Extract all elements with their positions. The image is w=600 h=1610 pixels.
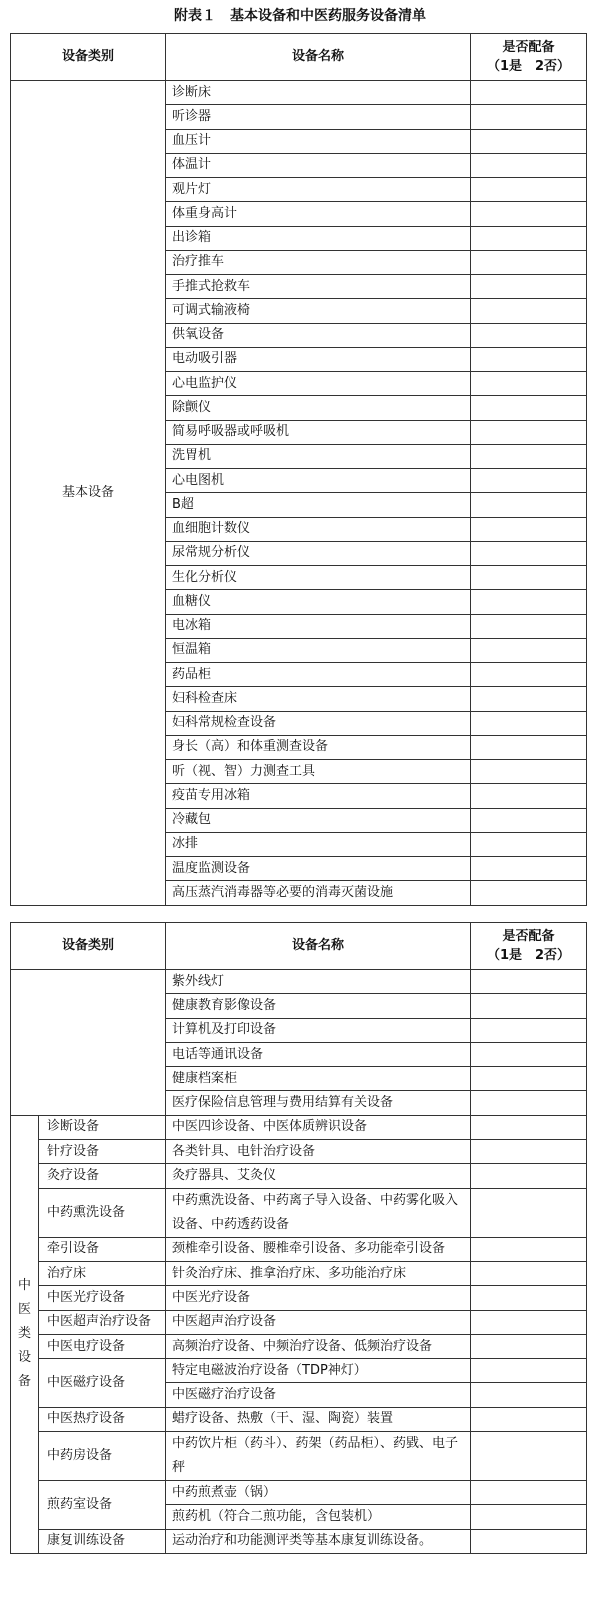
equipped-cell[interactable]: [471, 760, 587, 784]
equipped-cell[interactable]: [471, 372, 587, 396]
equipped-cell[interactable]: [471, 784, 587, 808]
equipped-cell[interactable]: [471, 178, 587, 202]
tcm-category-cell: [11, 1115, 39, 1553]
table-header-row: [11, 923, 587, 970]
equipment-table-part1: [10, 33, 587, 906]
tcm-category-char: 类: [17, 1326, 31, 1342]
equipment-name-cell: 治疗推车: [166, 250, 471, 274]
equipment-name-cell: 特定电磁波治疗设备（TDP神灯）: [166, 1359, 471, 1383]
table-row: [11, 1407, 587, 1431]
equipped-cell[interactable]: [471, 663, 587, 687]
equipment-name-cell: 体重身高计: [166, 202, 471, 226]
equipment-name-cell: 听诊器: [166, 105, 471, 129]
equipped-cell[interactable]: [471, 250, 587, 274]
header-equipped-line2: （1是 2否）: [486, 948, 571, 963]
table-row: [11, 1261, 587, 1285]
header-equipped-line2: （1是 2否）: [486, 59, 571, 74]
page-title: 附表１ 基本设备和中医药服务设备清单: [174, 8, 426, 24]
equipped-cell[interactable]: [471, 1481, 587, 1505]
equipment-name-cell: 生化分析仪: [166, 566, 471, 590]
equipped-cell[interactable]: [471, 1237, 587, 1261]
equipment-name-cell: 各类针具、电针治疗设备: [166, 1140, 471, 1164]
equipped-cell[interactable]: [471, 81, 587, 105]
equipped-cell[interactable]: [471, 1383, 587, 1407]
equipment-name-cell: 简易呼吸器或呼吸机: [166, 420, 471, 444]
equipped-cell[interactable]: [471, 590, 587, 614]
equipment-name-cell: 心电监护仪: [166, 372, 471, 396]
subcategory-cell: 中药房设备: [39, 1432, 166, 1481]
header-name: 设备名称: [166, 34, 471, 81]
equipped-cell[interactable]: [471, 323, 587, 347]
equipped-cell[interactable]: [471, 129, 587, 153]
equipment-name-cell: 针灸治疗床、推拿治疗床、多功能治疗床: [166, 1261, 471, 1285]
equipment-name-cell: 健康档案柜: [166, 1067, 471, 1091]
subcategory-cell: 中药熏洗设备: [39, 1188, 166, 1237]
equipped-cell[interactable]: [471, 832, 587, 856]
equipment-name-cell: 中药煎煮壶（锅）: [166, 1481, 471, 1505]
header-equipped-line1: 是否配备: [502, 929, 555, 944]
equipped-cell[interactable]: [471, 1529, 587, 1553]
table-row: [11, 1164, 587, 1188]
equipped-cell[interactable]: [471, 614, 587, 638]
equipped-cell[interactable]: [471, 347, 587, 371]
equipped-cell[interactable]: [471, 469, 587, 493]
category-cell-continued: [11, 970, 166, 1116]
subcategory-cell: 诊断设备: [39, 1115, 166, 1139]
equipment-name-cell: 血细胞计数仪: [166, 517, 471, 541]
equipment-name-cell: 疫苗专用冰箱: [166, 784, 471, 808]
equipped-cell[interactable]: [471, 1091, 587, 1115]
equipment-name-cell: 尿常规分析仪: [166, 541, 471, 565]
equipped-cell[interactable]: [471, 1115, 587, 1139]
equipped-cell[interactable]: [471, 566, 587, 590]
equipment-name-cell: 中医四诊设备、中医体质辨识设备: [166, 1115, 471, 1139]
subcategory-cell: 煎药室设备: [39, 1481, 166, 1530]
equipped-cell[interactable]: [471, 1042, 587, 1066]
equipment-name-cell: 供氧设备: [166, 323, 471, 347]
equipped-cell[interactable]: [471, 994, 587, 1018]
equipment-name-cell: 除颤仪: [166, 396, 471, 420]
equipped-cell[interactable]: [471, 1505, 587, 1529]
equipped-cell[interactable]: [471, 517, 587, 541]
equipped-cell[interactable]: [471, 687, 587, 711]
equipped-cell[interactable]: [471, 1018, 587, 1042]
table-row: [11, 1432, 587, 1481]
equipment-name-cell: 冰排: [166, 832, 471, 856]
equipped-cell[interactable]: [471, 1310, 587, 1334]
equipped-cell[interactable]: [471, 857, 587, 881]
tcm-category-char: 设: [17, 1350, 31, 1366]
table-row: [11, 1529, 587, 1553]
equipped-cell[interactable]: [471, 444, 587, 468]
equipment-name-cell: 血压计: [166, 129, 471, 153]
subcategory-cell: 牵引设备: [39, 1237, 166, 1261]
equipped-cell[interactable]: [471, 970, 587, 994]
equipped-cell[interactable]: [471, 226, 587, 250]
equipped-cell[interactable]: [471, 299, 587, 323]
table-row: [11, 1481, 587, 1505]
table-header-row: [11, 34, 587, 81]
equipped-cell[interactable]: [471, 1334, 587, 1358]
subcategory-cell: 中医超声治疗设备: [39, 1310, 166, 1334]
equipment-name-cell: 中医光疗设备: [166, 1286, 471, 1310]
header-name: 设备名称: [166, 923, 471, 970]
table-row: [11, 1188, 587, 1237]
equipped-cell[interactable]: [471, 1188, 587, 1237]
table-row: [11, 1286, 587, 1310]
equipped-cell[interactable]: [471, 1261, 587, 1285]
subcategory-cell: 中医热疗设备: [39, 1407, 166, 1431]
equipment-name-cell: 可调式输液椅: [166, 299, 471, 323]
table-row: [11, 1310, 587, 1334]
equipment-name-cell: 高频治疗设备、中频治疗设备、低频治疗设备: [166, 1334, 471, 1358]
equipment-name-cell: 药品柜: [166, 663, 471, 687]
equipped-cell[interactable]: [471, 493, 587, 517]
equipment-name-cell: B超: [166, 493, 471, 517]
equipment-name-cell: 体温计: [166, 153, 471, 177]
table-row: [11, 1115, 587, 1139]
header-category: 设备类别: [11, 34, 166, 81]
equipped-cell[interactable]: [471, 275, 587, 299]
table-row: [11, 1334, 587, 1358]
equipment-name-cell: 紫外线灯: [166, 970, 471, 994]
equipped-cell[interactable]: [471, 1407, 587, 1431]
equipment-name-cell: 蜡疗设备、热敷（干、湿、陶瓷）装置: [166, 1407, 471, 1431]
equipment-name-cell: 运动治疗和功能测评类等基本康复训练设备。: [166, 1529, 471, 1553]
equipment-name-cell: 冷藏包: [166, 808, 471, 832]
equipment-name-cell: 高压蒸汽消毒器等必要的消毒灭菌设施: [166, 881, 471, 905]
equipment-name-cell: 中药饮片柜（药斗）、药架（药品柜）、药戥、电子秤: [166, 1432, 471, 1481]
header-equipped-line1: 是否配备: [502, 40, 555, 55]
equipment-name-cell: 温度监测设备: [166, 857, 471, 881]
equipped-cell[interactable]: [471, 420, 587, 444]
equipped-cell[interactable]: [471, 735, 587, 759]
equipment-name-cell: 妇科检查床: [166, 687, 471, 711]
equipment-name-cell: 煎药机（符合二煎功能，含包装机）: [166, 1505, 471, 1529]
subcategory-cell: 灸疗设备: [39, 1164, 166, 1188]
equipped-cell[interactable]: [471, 808, 587, 832]
equipment-table-part2: [10, 922, 587, 1554]
header-category: 设备类别: [11, 923, 166, 970]
equipment-name-cell: 出诊箱: [166, 226, 471, 250]
equipped-cell[interactable]: [471, 1164, 587, 1188]
subcategory-cell: 中医电疗设备: [39, 1334, 166, 1358]
equipment-name-cell: 血糖仪: [166, 590, 471, 614]
category-cell: 基本设备: [11, 81, 166, 906]
equipment-name-cell: 电冰箱: [166, 614, 471, 638]
equipment-name-cell: 电动吸引器: [166, 347, 471, 371]
equipment-name-cell: 身长（高）和体重测查设备: [166, 735, 471, 759]
equipment-name-cell: 灸疗器具、艾灸仪: [166, 1164, 471, 1188]
equipped-cell[interactable]: [471, 1140, 587, 1164]
subcategory-cell: 中医光疗设备: [39, 1286, 166, 1310]
equipment-name-cell: 观片灯: [166, 178, 471, 202]
equipped-cell[interactable]: [471, 105, 587, 129]
equipment-name-cell: 诊断床: [166, 81, 471, 105]
equipment-name-cell: 健康教育影像设备: [166, 994, 471, 1018]
equipped-cell[interactable]: [471, 1286, 587, 1310]
equipment-name-cell: 计算机及打印设备: [166, 1018, 471, 1042]
subcategory-cell: 中医磁疗设备: [39, 1359, 166, 1408]
equipment-name-cell: 手推式抢救车: [166, 275, 471, 299]
subcategory-cell: 康复训练设备: [39, 1529, 166, 1553]
equipment-name-cell: 中药熏洗设备、中药离子导入设备、中药雾化吸入设备、中药透药设备: [166, 1188, 471, 1237]
equipment-name-cell: 电话等通讯设备: [166, 1042, 471, 1066]
equipped-cell[interactable]: [471, 881, 587, 905]
equipped-cell[interactable]: [471, 396, 587, 420]
equipment-name-cell: 听（视、智）力测查工具: [166, 760, 471, 784]
equipped-cell[interactable]: [471, 711, 587, 735]
equipment-name-cell: 颈椎牵引设备、腰椎牵引设备、多功能牵引设备: [166, 1237, 471, 1261]
table-row: [11, 81, 587, 105]
table-row: [11, 1140, 587, 1164]
table-row: [11, 1359, 587, 1383]
equipment-name-cell: 恒温箱: [166, 638, 471, 662]
header-equipped: [471, 34, 587, 81]
equipped-cell[interactable]: [471, 202, 587, 226]
equipped-cell[interactable]: [471, 541, 587, 565]
equipped-cell[interactable]: [471, 1067, 587, 1091]
tcm-category-char: 中: [17, 1278, 31, 1294]
equipped-cell[interactable]: [471, 1359, 587, 1383]
equipment-name-cell: 中医超声治疗设备: [166, 1310, 471, 1334]
equipment-name-cell: 妇科常规检查设备: [166, 711, 471, 735]
equipment-name-cell: 医疗保险信息管理与费用结算有关设备: [166, 1091, 471, 1115]
equipped-cell[interactable]: [471, 638, 587, 662]
table-row: [11, 970, 587, 994]
tcm-category-char: 医: [17, 1302, 31, 1318]
equipment-name-cell: 心电图机: [166, 469, 471, 493]
equipment-name-cell: 洗胃机: [166, 444, 471, 468]
equipped-cell[interactable]: [471, 1432, 587, 1481]
equipment-name-cell: 中医磁疗治疗设备: [166, 1383, 471, 1407]
tcm-category-char: 备: [17, 1374, 31, 1390]
subcategory-cell: 治疗床: [39, 1261, 166, 1285]
subcategory-cell: 针疗设备: [39, 1140, 166, 1164]
table-row: [11, 1237, 587, 1261]
header-equipped: [471, 923, 587, 970]
equipped-cell[interactable]: [471, 153, 587, 177]
